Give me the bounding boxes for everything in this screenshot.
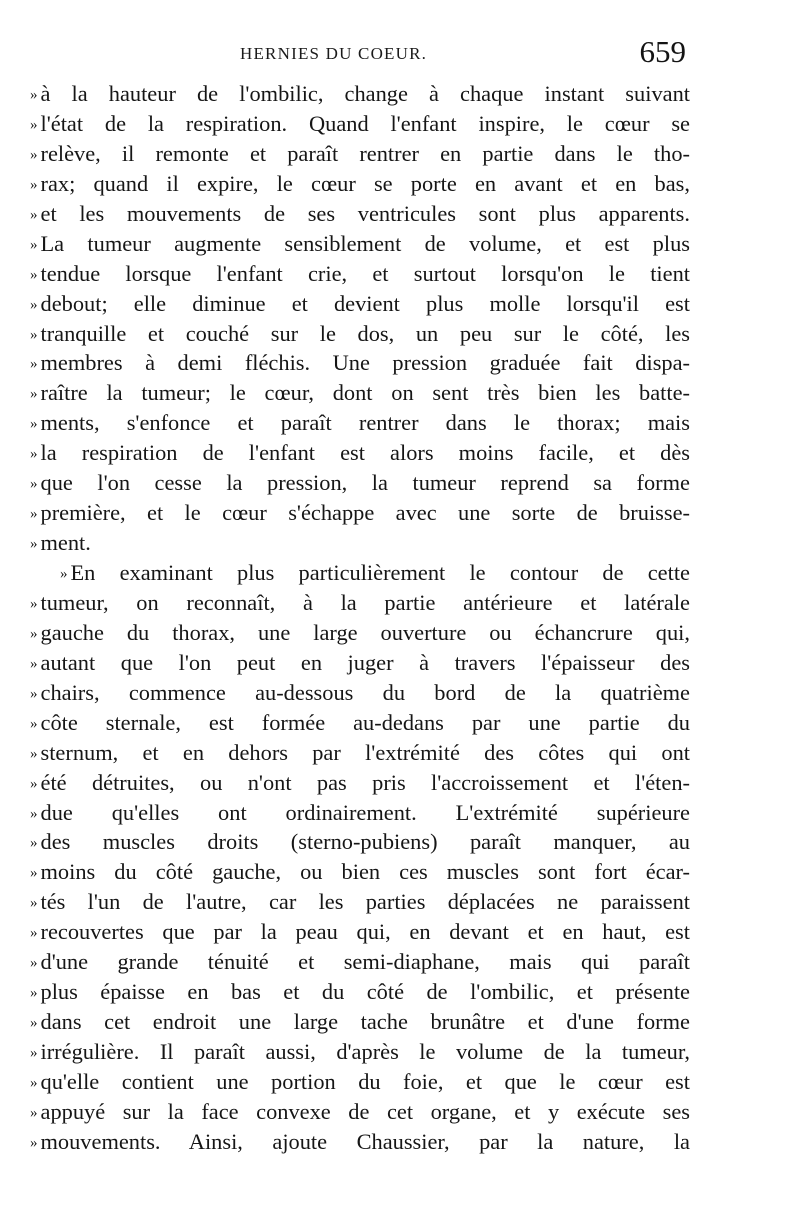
quote-mark: » (30, 1045, 38, 1061)
line-text: chairs, commence au-dessous du bord de la quatrième (40, 679, 690, 705)
line-text: recouvertes que par la peau qui, en devant et en haut, est (40, 919, 690, 945)
line-text: debout; elle diminue et devient plus molle lorsqu'il est (40, 290, 690, 316)
text-line (30, 79, 690, 109)
line-text: dans cet endroit une large tache brunâtre et d'une forme (40, 1009, 690, 1035)
quote-mark: » (30, 835, 38, 852)
text-line (30, 977, 690, 1007)
line-text: gauche du thorax, une large ouverture ou échancrure qui, (40, 619, 690, 645)
text-line (30, 139, 690, 169)
quote-mark: » (30, 146, 38, 163)
text-line (30, 468, 690, 498)
quote-mark: » (30, 476, 38, 493)
text-line (30, 259, 690, 289)
quote-mark: » (30, 685, 38, 702)
line-text: tendue lorsque l'enfant crie, et surtout lorsqu'on le tient (40, 260, 690, 286)
quote-mark: » (60, 566, 68, 582)
line-text: qu'elle contient une portion du foie, et que le cœur est (40, 1068, 690, 1094)
line-text: En examinant plus particulièrement le contour de cette (70, 560, 690, 585)
text-line (30, 798, 690, 828)
line-text: première, et le cœur s'échappe avec une sorte de bruisse- (40, 500, 690, 526)
line-text: à la hauteur de l'ombilic, change à chaque instant suivant (40, 81, 690, 106)
line-text: appuyé sur la face convexe de cet organe, et y exécute ses (40, 1098, 690, 1124)
quote-mark: » (30, 805, 38, 822)
text-line (30, 887, 690, 917)
quote-mark: » (30, 715, 38, 732)
text-line (30, 319, 690, 349)
quote-mark: » (30, 1104, 38, 1121)
quote-mark: » (30, 296, 38, 313)
quote-mark: » (30, 865, 38, 882)
quote-mark: » (30, 1015, 38, 1032)
quote-mark: » (30, 356, 38, 373)
quote-mark: » (30, 506, 38, 523)
line-text: raître la tumeur; le cœur, dont on sent très bien les batte- (40, 380, 690, 406)
text-line (30, 827, 690, 857)
line-text: côte sternale, est formée au-dedans par une partie du (40, 709, 690, 735)
line-text: la respiration de l'enfant est alors moins facile, et dès (40, 440, 690, 466)
text-line (30, 199, 690, 229)
text-line (30, 378, 690, 408)
line-text: rax; quand il expire, le cœur se porte en avant et en bas, (40, 170, 690, 196)
quote-mark: » (30, 745, 38, 762)
quote-mark: » (30, 895, 38, 912)
line-text: des muscles droits (sterno-pubiens) paraît manquer, au (40, 829, 690, 855)
text-line (30, 408, 690, 438)
text-line (30, 678, 690, 708)
line-text: ment. (40, 530, 91, 556)
line-text: relève, il remonte et paraît rentrer en partie dans le tho- (40, 140, 690, 166)
text-line (30, 528, 690, 558)
quote-mark: » (30, 416, 38, 433)
quote-mark: » (30, 925, 38, 942)
line-text: autant que l'on peut en juger à travers l'épaisseur des (40, 649, 690, 675)
text-line (30, 768, 690, 798)
body-text (30, 79, 690, 1157)
text-line (30, 1037, 690, 1067)
quote-mark: » (30, 985, 38, 1002)
line-text: mouvements. Ainsi, ajoute Chaussier, par la nature, la (40, 1128, 690, 1154)
quote-mark: » (30, 446, 38, 463)
line-text: plus épaisse en bas et du côté de l'ombilic, et présente (40, 979, 690, 1005)
quote-mark: » (30, 955, 38, 972)
line-text: ments, s'enfonce et paraît rentrer dans le thorax; mais (40, 410, 690, 436)
text-line (30, 348, 690, 378)
text-line (30, 109, 690, 139)
quote-mark: » (30, 386, 38, 403)
running-head (30, 34, 686, 74)
text-line (30, 1127, 690, 1157)
text-line (30, 498, 690, 528)
text-line (30, 618, 690, 648)
page-number: 659 (639, 34, 686, 69)
quote-mark: » (30, 326, 38, 343)
line-text: La tumeur augmente sensiblement de volume, et est plus (40, 230, 690, 256)
text-line (30, 947, 690, 977)
quote-mark: » (30, 655, 38, 672)
quote-mark: » (30, 1074, 38, 1091)
quote-mark: » (30, 176, 38, 193)
quote-mark: » (30, 116, 38, 133)
line-text: moins du côté gauche, ou bien ces muscles sont fort écar- (40, 859, 690, 885)
line-text: que l'on cesse la pression, la tumeur reprend sa forme (40, 470, 690, 496)
quote-mark: » (30, 595, 38, 612)
line-text: et les mouvements de ses ventricules sont plus apparents. (40, 200, 690, 226)
text-line (30, 1067, 690, 1097)
quote-mark: » (30, 87, 38, 103)
line-text: tumeur, on reconnaît, à la partie antérieure et latérale (40, 589, 690, 615)
text-line (30, 1007, 690, 1037)
quote-mark: » (30, 206, 38, 223)
text-line (30, 917, 690, 947)
line-text: membres à demi fléchis. Une pression graduée fait dispa- (40, 350, 690, 376)
text-line (30, 588, 690, 618)
text-line (30, 229, 690, 259)
quote-mark: » (30, 266, 38, 283)
text-line (30, 289, 690, 319)
line-text: d'une grande ténuité et semi-diaphane, mais qui paraît (40, 949, 690, 975)
quote-mark: » (30, 1134, 38, 1151)
quote-mark: » (30, 775, 38, 792)
quote-mark: » (30, 625, 38, 642)
running-title: HERNIES DU COEUR. (240, 44, 428, 63)
line-text: tranquille et couché sur le dos, un peu sur le côté, les (40, 320, 690, 346)
quote-mark: » (30, 536, 38, 553)
text-line (30, 169, 690, 199)
text-line (30, 1097, 690, 1127)
quote-mark: » (30, 236, 38, 253)
text-line (30, 438, 690, 468)
text-line (30, 708, 690, 738)
line-text: sternum, et en dehors par l'extrémité des côtes qui ont (40, 739, 690, 765)
text-line (30, 738, 690, 768)
line-text: irrégulière. Il paraît aussi, d'après le volume de la tumeur, (40, 1039, 690, 1064)
line-text: été détruites, ou n'ont pas pris l'accroissement et l'éten- (40, 769, 690, 795)
line-text: l'état de la respiration. Quand l'enfant inspire, le cœur se (40, 110, 690, 136)
text-line (30, 648, 690, 678)
text-line (30, 857, 690, 887)
line-text: tés l'un de l'autre, car les parties déplacées ne paraissent (40, 889, 690, 915)
line-text: due qu'elles ont ordinairement. L'extrémité supérieure (40, 799, 690, 825)
text-line (30, 558, 690, 588)
